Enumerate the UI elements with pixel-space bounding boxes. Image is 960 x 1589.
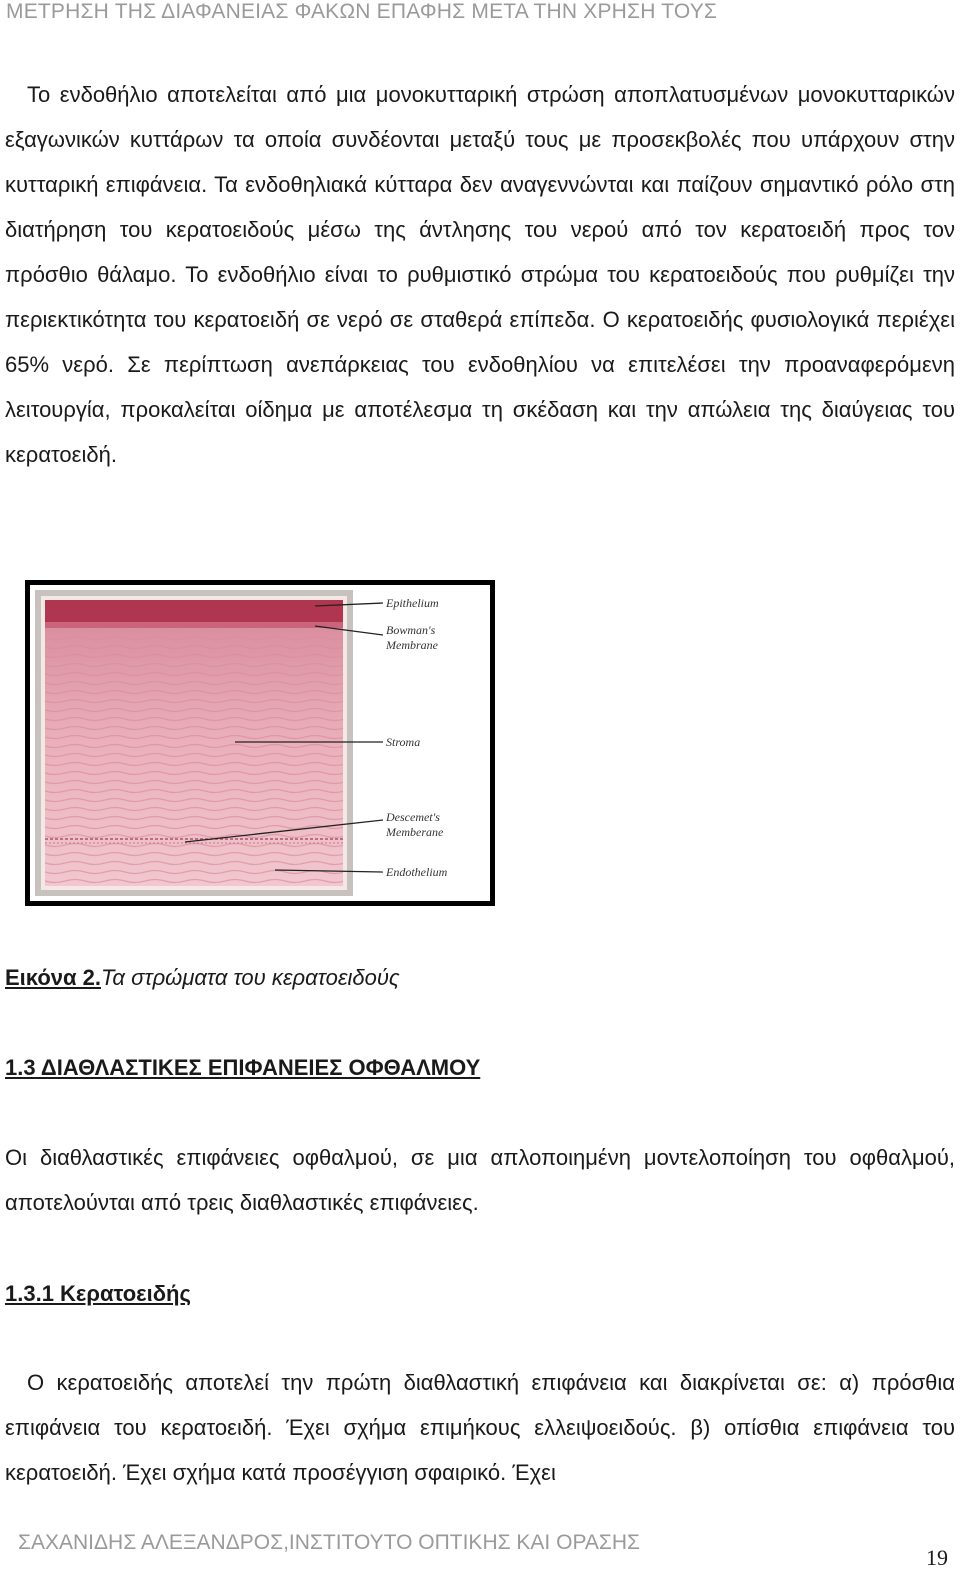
section-heading-1-3-1: 1.3.1 Κερατοειδής [5, 1281, 191, 1306]
paragraph-endothelium: Το ενδοθήλιο αποτελείται από μια μονοκυτταρική στρώση αποπλατυσμένων μονοκυτταρικών εξαγωνικών κυττάρων τα οποία συνδέονται μεταξύ τους με προσεκβολές που υπάρχουν στην κυτταρική επιφάνεια. Τα ενδοθηλιακά κύτταρα δεν αναγεννώνται και παίζουν σημαντικό ρόλο στη διατήρηση του κερατοειδούς μέσω της άντλησης του νερού από τον κερατοειδή προς τον πρόσθιο θάλαμο. Το ενδοθήλιο είναι το ρυθμιστικό στρώμα του κερατοειδούς που ρυθμίζει την περιεκτικότητα του κερατοειδή σε νερό σε σταθερά επίπεδα. Ο κερατοειδής φυσιολογικά περιέχει 65% νερό. Σε περίπτωση ανεπάρκειας του ενδοθηλίου να επιτελέσει την προαναφερόμενη λειτουργία, προκαλείται οίδημα με αποτέλεσμα τη σκέδαση και την απώλεια της διαύγειας του κερατοειδή. [5, 82, 955, 467]
epithelium-layer [45, 600, 343, 622]
cornea-histology-image [25, 580, 495, 906]
paragraph-refractive-surfaces: Οι διαθλαστικές επιφάνειες οφθαλμού, σε μια απλοποιημένη μοντελοποίηση του οφθαλμού, αποτελούνται από τρεις διαθλαστικές επιφάνειες. [5, 1145, 955, 1215]
label-descemets-1: Descemet's [386, 810, 440, 824]
label-bowmans-2: Membrane [386, 638, 438, 652]
running-header: ΜΕΤΡΗΣΗ ΤΗΣ ΔΙΑΦΑΝΕΙΑΣ ΦΑΚΩΝ ΕΠΑΦΗΣ ΜΕΤΑ ΤΗΝ ΧΡΗΣΗ ΤΟΥΣ [6, 0, 718, 23]
section-heading-1-3: 1.3 ΔΙΑΘΛΑΣΤΙΚΕΣ ΕΠΙΦΑΝΕΙΕΣ ΟΦΘΑΛΜΟΥ [5, 1055, 481, 1080]
figure-caption [5, 965, 400, 991]
caption-text: Τα στρώματα του κερατοειδούς [100, 965, 400, 990]
caption-label: Εικόνα 2. [5, 965, 101, 990]
label-epithelium: Epithelium [386, 596, 439, 610]
label-stroma: Stroma [386, 735, 421, 749]
page-number: 19 [926, 1545, 948, 1570]
paragraph-cornea: Ο κερατοειδής αποτελεί την πρώτη διαθλαστική επιφάνεια και διακρίνεται σε: α) πρόσθια επιφάνεια του κερατοειδή. Έχει σχήμα επιμήκους ελλειψοειδούς. β) οπίσθια επιφάνεια του κερατοειδή. Έχει σχήμα κατά προσέγγιση σφαιρικό. Έχει [5, 1370, 955, 1485]
label-bowmans-1: Bowman's [386, 623, 436, 637]
cornea-layers-figure [25, 580, 495, 906]
page-footer: ΣΑΧΑΝΙΔΗΣ ΑΛΕΞΑΝΔΡΟΣ,ΙΝΣΤΙΤΟΥΤΟ ΟΠΤΙΚΗΣ ΚΑΙ ΟΡΑΣΗΣ [18, 1531, 641, 1554]
label-descemets-2: Memberane [386, 825, 444, 839]
label-endothelium: Endothelium [386, 865, 448, 879]
